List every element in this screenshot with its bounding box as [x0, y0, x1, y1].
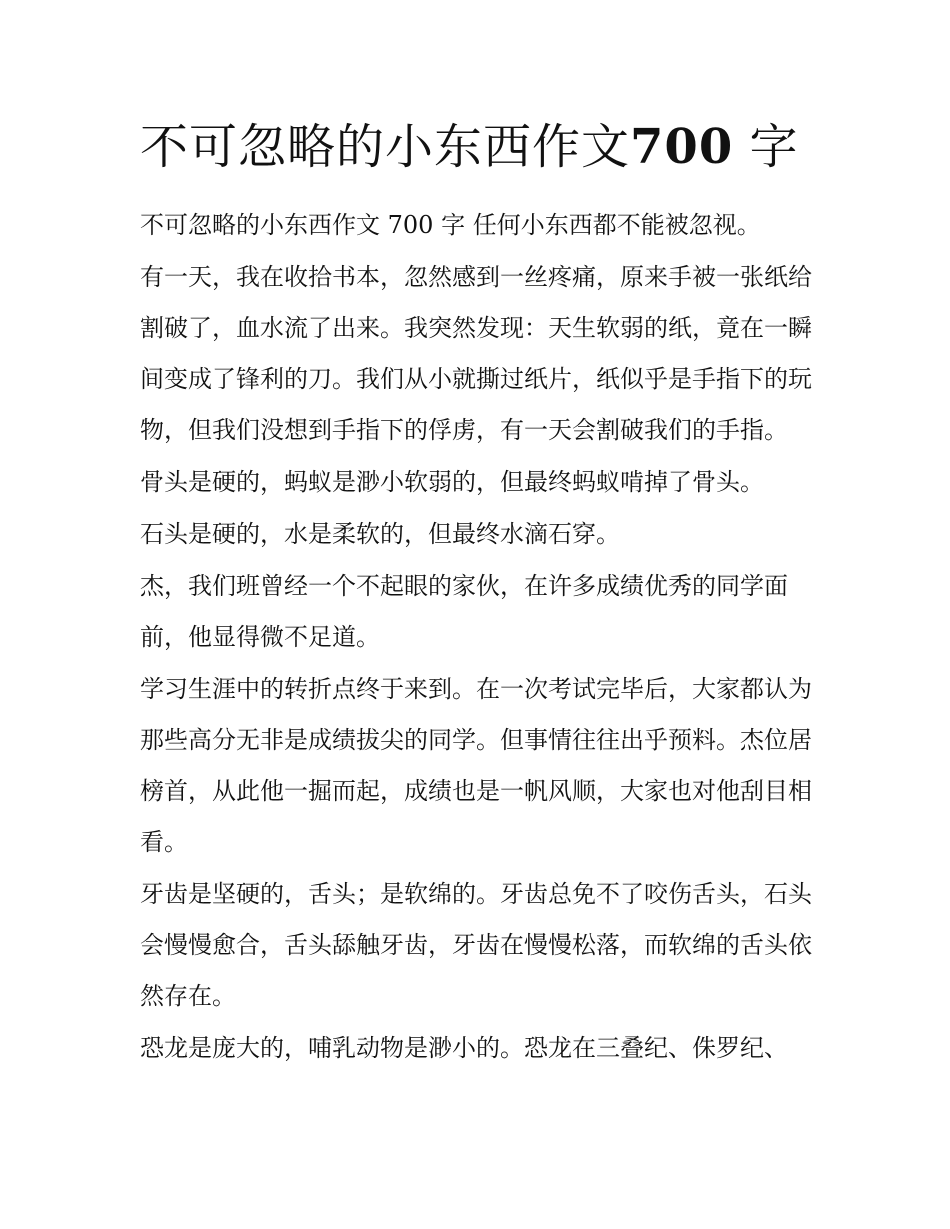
paragraph-bone-ant: 骨头是硬的，蚂蚁是渺小软弱的，但最终蚂蚁啃掉了骨头。 — [140, 468, 764, 496]
paragraph-classmate: 杰，我们班曾经一个不起眼的家伙，在许多成绩优秀的同学面前，他显得微不足道。 — [140, 572, 788, 651]
paragraph-intro: 不可忽略的小东西作文 700 字 任何小东西都不能被忽视。 — [140, 211, 761, 239]
page-title — [140, 113, 860, 181]
title-prefix: 不可忽略的小东西作文 — [140, 119, 631, 175]
essay-body — [140, 200, 812, 1075]
paragraph-stone-water: 石头是硬的，水是柔软的，但最终水滴石穿。 — [140, 520, 620, 548]
title-suffix: 字 — [733, 119, 799, 175]
title-number: 700 — [630, 119, 734, 175]
paragraph-teeth-tongue: 牙齿是坚硬的，舌头；是软绵的。牙齿总免不了咬伤舌头，石头会慢慢愈合，舌头舔触牙齿，牙齿在慢慢松落，而软绵的舌头依然存在。 — [140, 880, 812, 1010]
paragraph-dinosaur: 恐龙是庞大的，哺乳动物是渺小的。恐龙在三叠纪、侏罗纪、 — [140, 1034, 788, 1062]
paragraph-paper-cut: 有一天，我在收拾书本，忽然感到一丝疼痛，原来手被一张纸给割破了，血水流了出来。我突然发现：天生软弱的纸，竟在一瞬间变成了锋利的刀。我们从小就撕过纸片，纸似乎是手指下的玩物，但我们没想到手指下的俘虏，有一天会割破我们的手指。 — [140, 263, 812, 444]
paragraph-turning-point: 学习生涯中的转折点终于来到。在一次考试完毕后，大家都认为那些高分无非是成绩拔尖的同学。但事情往往出乎预料。杰位居榜首，从此他一掘而起，成绩也是一帆风顺，大家也对他刮目相看。 — [140, 675, 812, 856]
